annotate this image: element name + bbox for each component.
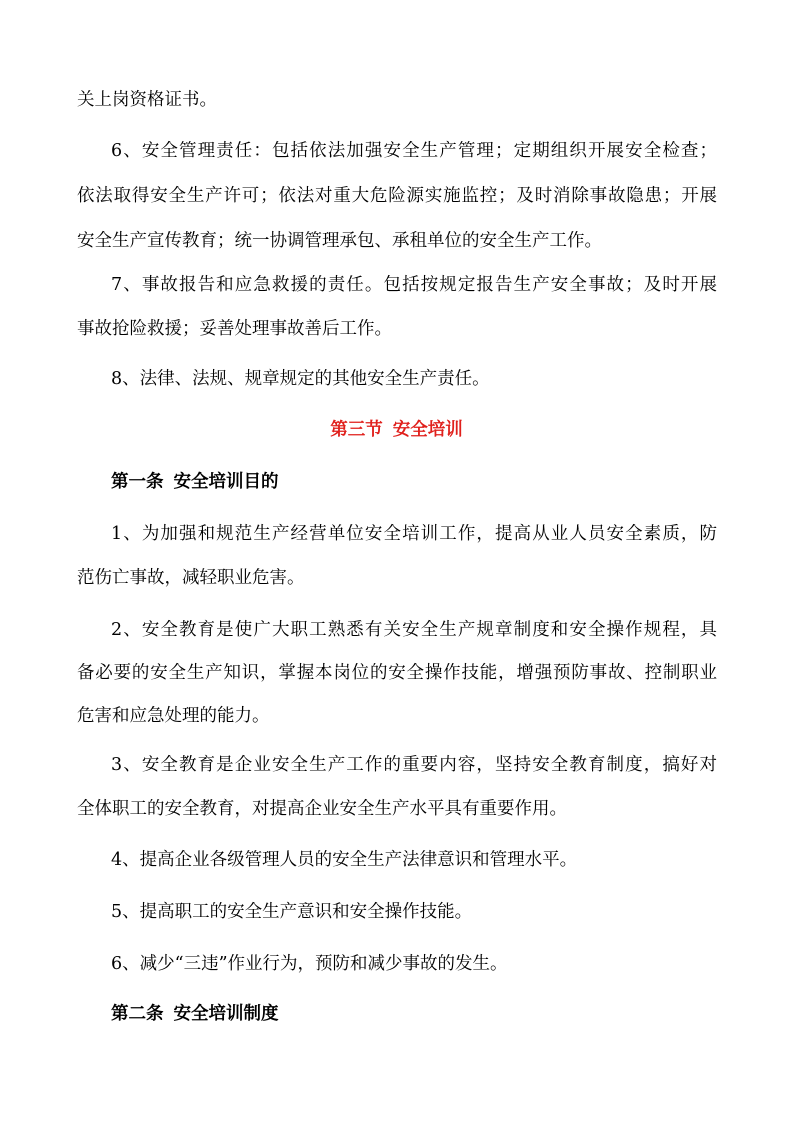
paragraph-8: 8、法律、法规、规章规定的其他安全生产责任。: [111, 369, 490, 389]
article-1-number: 第一条: [111, 472, 164, 492]
article-2-heading: [111, 1002, 279, 1026]
paragraph-7-line-1: 7、事故报告和应急救援的责任。包括按规定报告生产安全事故；及时开展: [111, 275, 717, 295]
article-1-item-5: 5、提高职工的安全生产意识和安全操作技能。: [111, 902, 473, 922]
paragraph-6-line-2: 依法取得安全生产许可；依法对重大危险源实施监控；及时消除事故隐患；开展: [77, 186, 717, 206]
article-1-item-2-line-3: 危害和应急处理的能力。: [77, 706, 270, 726]
section-heading: [0, 418, 793, 442]
article-2-number: 第二条: [111, 1004, 164, 1024]
paragraph-6-line-3: 安全生产宣传教育；统一协调管理承包、承租单位的安全生产工作。: [77, 231, 602, 251]
article-1-item-2-line-2: 备必要的安全生产知识，掌握本岗位的安全操作技能，增强预防事故、控制职业: [77, 663, 717, 683]
article-1-item-3-line-1: 3、安全教育是企业安全生产工作的重要内容，坚持安全教育制度，搞好对: [111, 755, 717, 775]
paragraph-continuation: 关上岗资格证书。: [77, 90, 217, 110]
article-2-title: 安全培训制度: [173, 1004, 279, 1024]
article-1-item-4: 4、提高企业各级管理人员的安全生产法律意识和管理水平。: [111, 850, 578, 870]
article-1-title: 安全培训目的: [173, 472, 279, 492]
article-1-heading: [111, 470, 279, 494]
article-1-item-6: 6、减少“三违”作业行为，预防和减少事故的发生。: [111, 954, 508, 974]
section-number: 第三节: [330, 420, 383, 440]
article-1-item-2-line-1: 2、安全教育是使广大职工熟悉有关安全生产规章制度和安全操作规程，具: [111, 620, 717, 640]
article-1-item-1-line-1: 1、为加强和规范生产经营单位安全培训工作，提高从业人员安全素质，防: [111, 524, 717, 544]
paragraph-7-line-2: 事故抢险救援；妥善处理事故善后工作。: [77, 319, 392, 339]
article-1-item-3-line-2: 全体职工的安全教育，对提高企业安全生产水平具有重要作用。: [77, 799, 567, 819]
section-title: 安全培训: [392, 420, 463, 440]
article-1-item-1-line-2: 范伤亡事故，减轻职业危害。: [77, 568, 305, 588]
paragraph-6-line-1: 6、安全管理责任：包括依法加强安全生产管理；定期组织开展安全检查；: [111, 141, 717, 161]
